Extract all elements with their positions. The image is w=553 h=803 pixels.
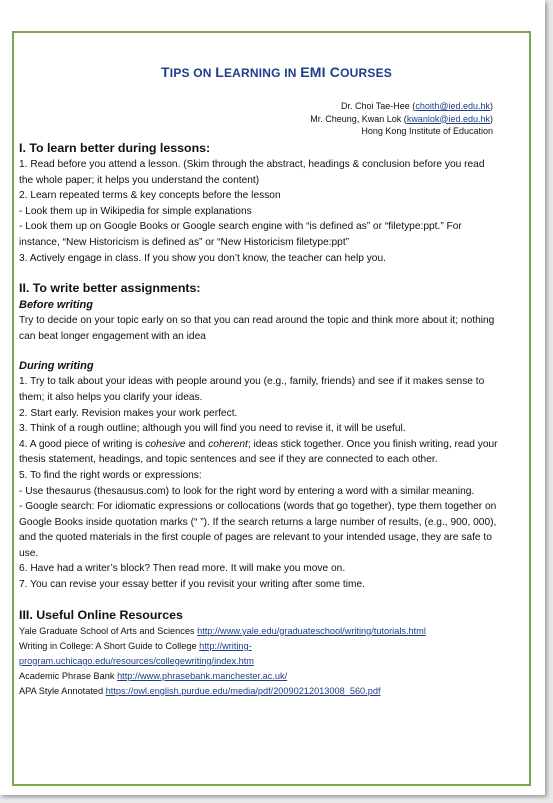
section-heading: III. Useful Online Resources: [19, 607, 183, 622]
body-line: - Use thesaurus (thesausus.com) to look for the right word by entering a word with a similar meaning.: [19, 485, 475, 497]
author-name: Mr. Cheung, Kwan Lok (: [310, 113, 407, 124]
body-line: 3. Actively engage in class. If you show you don’t know, the teacher can help you.: [19, 252, 386, 264]
document-title: [0, 64, 553, 80]
resource-link[interactable]: http://www.phrasebank.manchester.ac.uk/: [117, 670, 288, 681]
title-part: OURSES: [340, 66, 392, 80]
author-email-link[interactable]: kwanlok@ied.edu.hk: [406, 113, 490, 124]
resource-link[interactable]: http://writing-: [199, 640, 252, 651]
resource-item: [19, 684, 499, 699]
title-part: C: [329, 64, 341, 80]
body-line: 5. To find the right words or expressions:: [19, 469, 202, 481]
resource-link[interactable]: http://www.yale.edu/graduateschool/writing/tutorials.html: [197, 625, 426, 636]
text-run: ; ideas stick together. Once you finish writing, read your thesis statement, headings, and topic sentences and see if they are connected to each other.: [19, 438, 498, 466]
emphasis-text: cohesive: [145, 438, 186, 450]
resource-label: Academic Phrase Bank: [19, 670, 118, 681]
resource-list: [19, 624, 499, 699]
author-email-link[interactable]: choith@ied.edu.hk: [415, 101, 490, 111]
resource-item: [19, 669, 499, 684]
section-heading: I. To learn better during lessons:: [19, 141, 211, 155]
resource-item: [19, 639, 499, 654]
resource-label: Writing in College: A Short Guide to College: [19, 640, 200, 651]
body-line: - Look them up in Wikipedia for simple explanations: [19, 205, 252, 217]
author-paren: ): [490, 101, 493, 111]
resource-label: APA Style Annotated: [19, 685, 106, 696]
body-line: 1. Read before you attend a lesson. (Skim through the abstract, headings & conclusion before you read the whole paper; it helps you understand the content): [19, 159, 485, 186]
author-line: [310, 113, 493, 126]
institution-name: Hong Kong Institute of Education: [361, 126, 493, 136]
subsection-heading: During writing: [19, 360, 94, 373]
body-line: 7. You can revise your essay better if you revisit your writing after some time.: [19, 579, 365, 591]
body-line: [19, 437, 499, 468]
resource-label: Yale Graduate School of Arts and Sciences: [19, 625, 198, 636]
section-heading: II. To write better assignments:: [19, 281, 201, 296]
author-paren: ): [490, 113, 493, 124]
body-line: - Google search: For idiomatic expressions or collocations (words that go together), type them together on Google Books inside quotation marks (“ ”). If the search returns a large number of results, (e.g., 900, 000), and the quoted materials in the first couple of pages are relevant to your intended usage, they are safe to use.: [19, 501, 497, 559]
body-line: 3. Think of a rough outline; although you will find you need to revise it, it will be useful.: [19, 423, 406, 435]
text-run: and: [185, 438, 209, 450]
resource-item: [19, 624, 499, 639]
text-run: 4. A good piece of writing is: [19, 438, 146, 450]
author-name: Dr. Choi Tae-Hee (: [340, 101, 416, 111]
body-line: 6. Have had a writer’s block? Then read more. It will make you move on.: [19, 563, 346, 575]
title-part: T: [161, 64, 170, 80]
body-line: - Look them up on Google Books or Google search engine with “is defined as” or “filetype:ppt.” For instance, “New Historicism is defined as” or “New Historicism filetype:ppt”: [19, 221, 462, 248]
subsection-heading: Before writing: [19, 299, 93, 312]
title-part: IPS ON: [169, 66, 216, 80]
author-line: [310, 100, 493, 113]
body-line: 2. Learn repeated terms & key concepts before the lesson: [19, 190, 281, 202]
body-line: 2. Start early. Revision makes your work perfect.: [19, 407, 238, 419]
body-line: 1. Try to talk about your ideas with people around you (e.g., family, friends) and see if it makes sense to them; it also helps you clarify your ideas.: [19, 376, 485, 403]
author-block: [310, 100, 493, 138]
title-part: EMI: [300, 64, 330, 80]
resource-item: [19, 654, 499, 669]
document-body: [19, 140, 499, 699]
resource-link[interactable]: https://owl.english.purdue.edu/media/pdf/20090212013008_560.pdf: [105, 685, 381, 696]
emphasis-text: coherent: [208, 438, 248, 450]
title-part: EARNING IN: [223, 66, 301, 80]
title-part: L: [215, 64, 224, 80]
body-line: Try to decide on your topic early on so that you can read around the topic and think more about it; nothing can beat longer engagement with an idea: [19, 315, 495, 342]
resource-link[interactable]: program.uchicago.edu/resources/collegewriting/index.htm: [19, 655, 254, 666]
